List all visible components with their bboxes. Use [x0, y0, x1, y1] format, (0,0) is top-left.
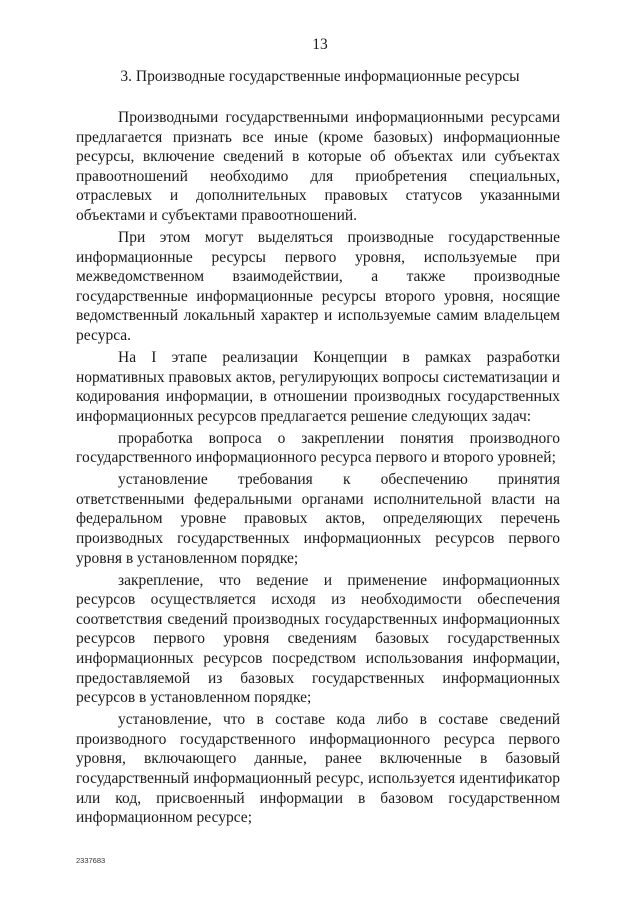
paragraph: На I этапе реализации Концепции в рамках разработки нормативных правовых актов, регулирующих вопросы систематизации и кодирования информации, в отношении производных государственных информационных ресурсов предлагается решение следующих задач:	[76, 348, 560, 425]
paragraph: установление требования к обеспечению принятия ответственными федеральными органами исполнительной власти на федеральном уровне правовых актов, определяющих перечень производных государственных информационных ресурсов первого уровня в установленном порядке;	[76, 471, 560, 567]
document-code: 2337683	[76, 856, 106, 865]
section-heading: 3. Производные государственные информационные ресурсы	[120, 68, 520, 85]
paragraph: закрепление, что ведение и применение информационных ресурсов осуществляется исходя из необходимости обеспечения соответствия сведений производных государственных информационных ресурсов первого уровня сведениям базовых государственных информационных ресурсов посредством использования информации, предоставляемой из базовых государственных информационных ресурсов в установленном порядке;	[76, 571, 560, 707]
body-text	[76, 108, 560, 830]
paragraph: проработка вопроса о закреплении понятия производного государственного информационного ресурса первого и второго уровней;	[76, 429, 560, 467]
paragraph: При этом могут выделяться производные государственные информационные ресурсы первого уровня, используемые при межведомственном взаимодействии, а также производные государственные информационные ресурсы второго уровня, носящие ведомственный локальный характер и используемые самим владельцем ресурса.	[76, 228, 560, 344]
paragraph: установление, что в составе кода либо в составе сведений производного государственного информационного ресурса первого уровня, включающего данные, ранее включенные в базовый государственный информационный ресурс, используется идентификатор или код, присвоенный информации в базовом государственном информационном ресурсе;	[76, 711, 560, 827]
paragraph: Производными государственными информационными ресурсами предлагается признать все иные (кроме базовых) информационные ресурсы, включение сведений в которые об объектах или субъектах правоотношений необходимо для приобретения специальных, отраслевых и дополнительных правовых статусов указанными объектами и субъектами правоотношений.	[76, 109, 560, 224]
page-number: 13	[312, 36, 328, 53]
